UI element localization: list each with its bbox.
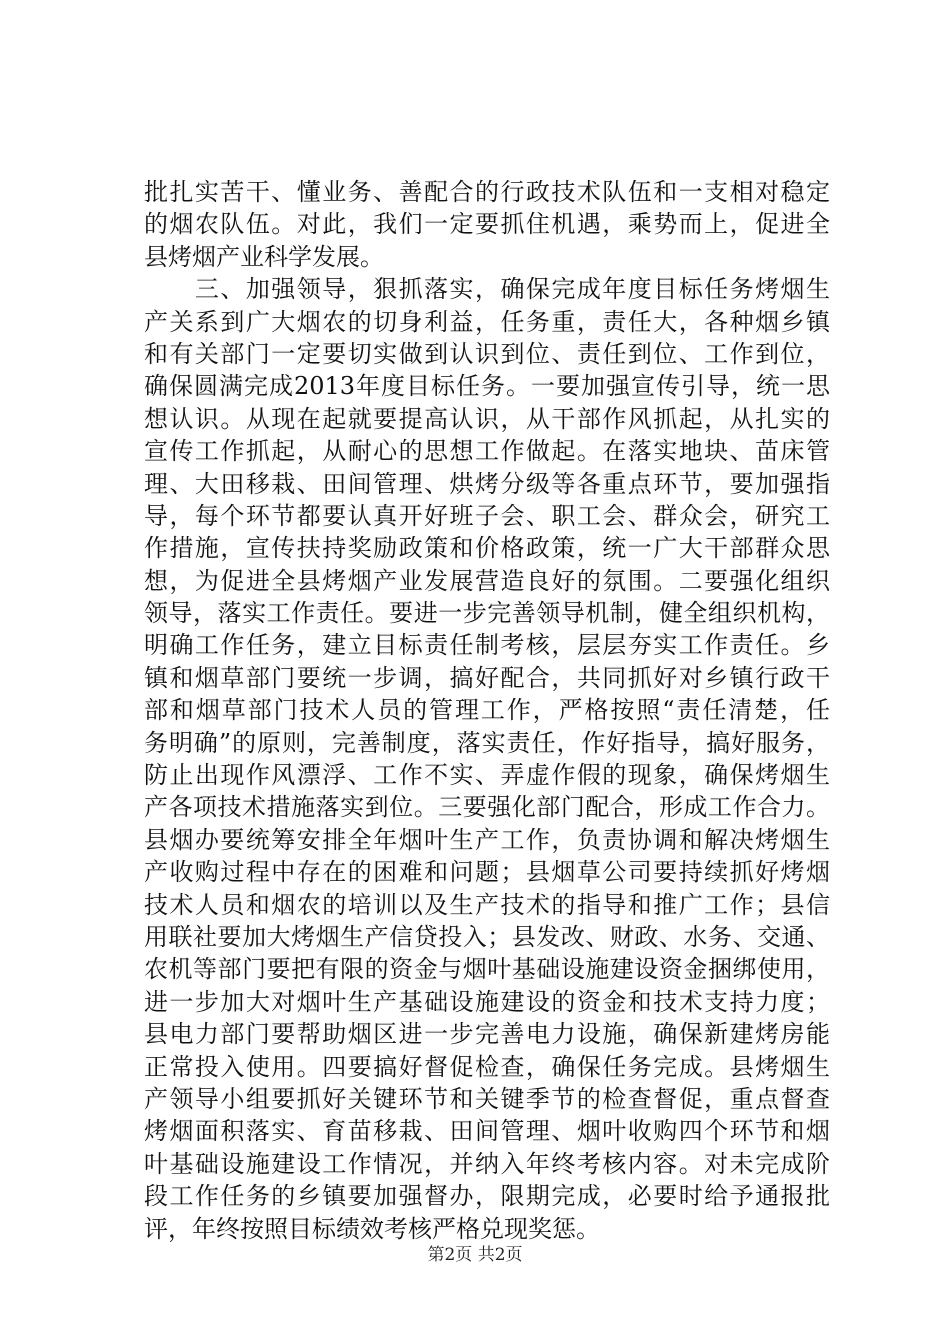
- text-line: 农机等部门要把有限的资金与烟叶基础设施建设资金捆绑使用，: [144, 955, 830, 984]
- text-line: 部和烟草部门技术人员的管理工作，严格按照“责任清楚，任: [144, 696, 830, 725]
- text-line: 用联社要加大烤烟生产信贷投入；县发改、财政、水务、交通、: [144, 922, 830, 951]
- text-line: 技术人员和烟农的培训以及生产技术的指导和推广工作；县信: [144, 890, 830, 919]
- text-line: 评，年终按照目标绩效考核严格兑现奖惩。: [144, 1214, 600, 1243]
- text-line: 产各项技术措施落实到位。三要强化部门配合，形成工作合力。: [144, 793, 830, 822]
- text-line: 叶基础设施建设工作情况，并纳入年终考核内容。对未完成阶: [144, 1149, 830, 1178]
- text-line: 正常投入使用。四要搞好督促检查，确保任务完成。县烤烟生: [144, 1052, 830, 1081]
- page-footer: 第2页 共2页: [427, 1245, 523, 1265]
- text-line: 理、大田移栽、田间管理、烘烤分级等各重点环节，要加强指: [144, 469, 830, 498]
- text-line: 镇和烟草部门要统一步调，搞好配合，共同抓好对乡镇行政干: [144, 663, 830, 692]
- text-line: 县电力部门要帮助烟区进一步完善电力设施，确保新建烤房能: [144, 1020, 830, 1049]
- text-line: 和有关部门一定要切实做到认识到位、责任到位、工作到位，: [144, 339, 830, 368]
- text-line: 县烤烟产业科学发展。: [144, 242, 384, 271]
- text-line: 产关系到广大烟农的切身利益，任务重，责任大，各种烟乡镇: [144, 307, 830, 336]
- text-line: 烤烟面积落实、育苗移栽、田间管理、烟叶收购四个环节和烟: [144, 1117, 830, 1146]
- text-line: 确保圆满完成2013年度目标任务。一要加强宣传引导，统一思: [144, 372, 830, 401]
- text-line: 三、加强领导，狠抓落实，确保完成年度目标任务烤烟生: [144, 275, 830, 304]
- text-line: 的烟农队伍。对此，我们一定要抓住机遇，乘势而上，促进全: [144, 210, 830, 239]
- text-line: 作措施，宣传扶持奖励政策和价格政策，统一广大干部群众思: [144, 534, 830, 563]
- text-line: 批扎实苦干、懂业务、善配合的行政技术队伍和一支相对稳定: [144, 178, 830, 206]
- text-line: 产领导小组要抓好关键环节和关键季节的检查督促，重点督查: [144, 1084, 830, 1113]
- text-line: 务明确”的原则，完善制度，落实责任，作好指导，搞好服务，: [144, 728, 830, 757]
- text-line: 想，为促进全县烤烟产业发展营造良好的氛围。二要强化组织: [144, 566, 830, 595]
- text-line: 县烟办要统筹安排全年烟叶生产工作，负责协调和解决烤烟生: [144, 825, 830, 854]
- text-line: 产收购过程中存在的困难和问题；县烟草公司要持续抓好烤烟: [144, 858, 830, 887]
- text-line: 明确工作任务，建立目标责任制考核，层层夯实工作责任。乡: [144, 631, 830, 660]
- text-line: 段工作任务的乡镇要加强督办，限期完成，必要时给予通报批: [144, 1182, 830, 1211]
- text-line: 防止出现作风漂浮、工作不实、弄虚作假的现象，确保烤烟生: [144, 761, 830, 790]
- text-line: 领导，落实工作责任。要进一步完善领导机制，健全组织机构，: [144, 599, 830, 628]
- text-line: 宣传工作抓起，从耐心的思想工作做起。在落实地块、苗床管: [144, 437, 830, 466]
- text-line: 导，每个环节都要认真开好班子会、职工会、群众会，研究工: [144, 501, 830, 530]
- text-line: 想认识。从现在起就要提高认识，从干部作风抓起，从扎实的: [144, 404, 830, 433]
- body-text: [144, 176, 830, 1245]
- text-line: 进一步加大对烟叶生产基础设施建设的资金和技术支持力度；: [144, 987, 830, 1016]
